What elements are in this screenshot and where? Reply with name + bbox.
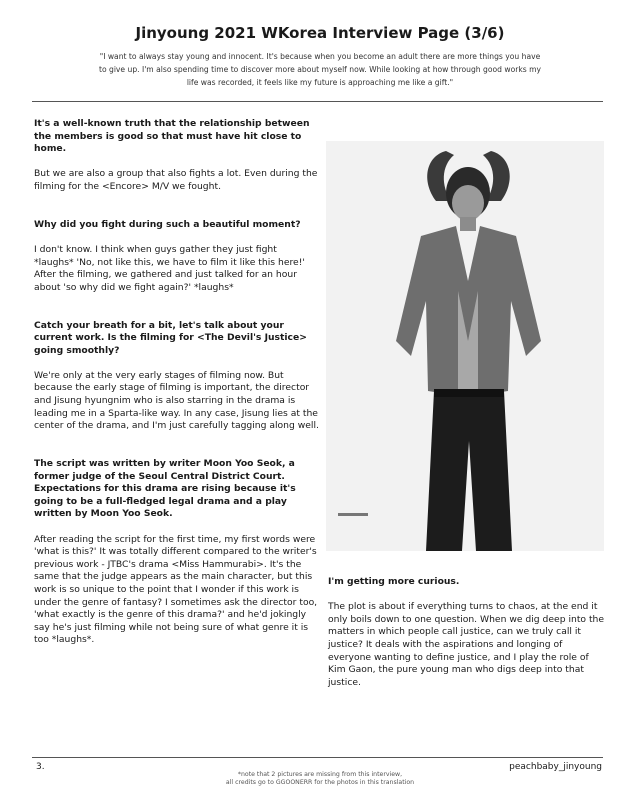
answer-1: But we are also a group that also fights a lot. Even during the filming for the <Encore> M/V we fought. — [34, 168, 318, 192]
right-column — [328, 576, 608, 702]
question-5: I'm getting more curious. — [328, 576, 460, 587]
answer-2: I don't know. I think when guys gather they just fight *laughs* 'No, not like this, we have to film it like this here!' After the filming, we gathered and just talked for an hour about 'so why did we fight again?' *laughs* — [34, 243, 305, 293]
page-title: Jinyoung 2021 WKorea Interview Page (3/6) — [135, 24, 505, 42]
credits-note — [0, 771, 640, 787]
answer-5: The plot is about if everything turns to chaos, at the end it only boils down to one question. When we dig deep into the matters in which people call justice, can we truly call it justice? It deals with the aspirations and longing of everyone wanting to define justice, and I play the role of Kim Gaon, the pure young man who digs deep into that justice. — [328, 601, 605, 688]
author-handle: peachbaby_jinyoung — [509, 762, 602, 772]
top-divider — [32, 101, 603, 102]
question-3: Catch your breath for a bit, let's talk about your current work. Is the filming for <The Devil's Justice> going smoothly? — [34, 319, 307, 356]
left-column — [34, 118, 319, 660]
credits-note-line-1: *note that 2 pictures are missing from this interview, — [237, 771, 403, 778]
question-2: Why did you fight during such a beautiful moment? — [34, 218, 301, 230]
page-number: 3. — [36, 762, 45, 772]
question-4: The script was written by writer Moon Yoo Seok, a former judge of the Seoul Central District Court. Expectations for this drama are rising because it's going to be a full-fledged legal drama and a play written by Moon Yoo Seok. — [34, 458, 296, 520]
question-1: It's a well-known truth that the relationship between the members is good so that must have hit close to home. — [34, 118, 310, 155]
answer-4: After reading the script for the first time, my first words were 'what is this?' It was totally different compared to the writer's previous work - JTBC's drama <Miss Hammurabi>. It's the same that the judge appears as the main character, but this work is so unique to the point that I wonder if this work is under the genre of fantasy? I sometimes ask the director too, 'what exactly is the genre of this drama?' and he'd jokingly say he's just filming while not being sure of what genre it is too *laughs*. — [34, 533, 318, 646]
credits-note-line-2: all credits go to GGOONERR for the photos in this translation — [225, 779, 415, 786]
portrait-photo — [326, 141, 604, 551]
answer-3: We're only at the very early stages of filming now. But because the early stage of filming is important, the director and Jisung hyungnim who is also starring in the drama is leading me in a Sparta-like way. In any case, Jisung lies at the center of the drama, and I'm just carefully tagging along well. — [34, 369, 319, 432]
intro-quote: "I want to always stay young and innocent. It's because when you become an adult there are more things you have to give up. I'm also spending time to discover more about myself now. While looking at how through good works my life was recorded, it feels like my future is approaching me like a gift." — [98, 52, 542, 87]
bottom-divider — [32, 757, 603, 758]
